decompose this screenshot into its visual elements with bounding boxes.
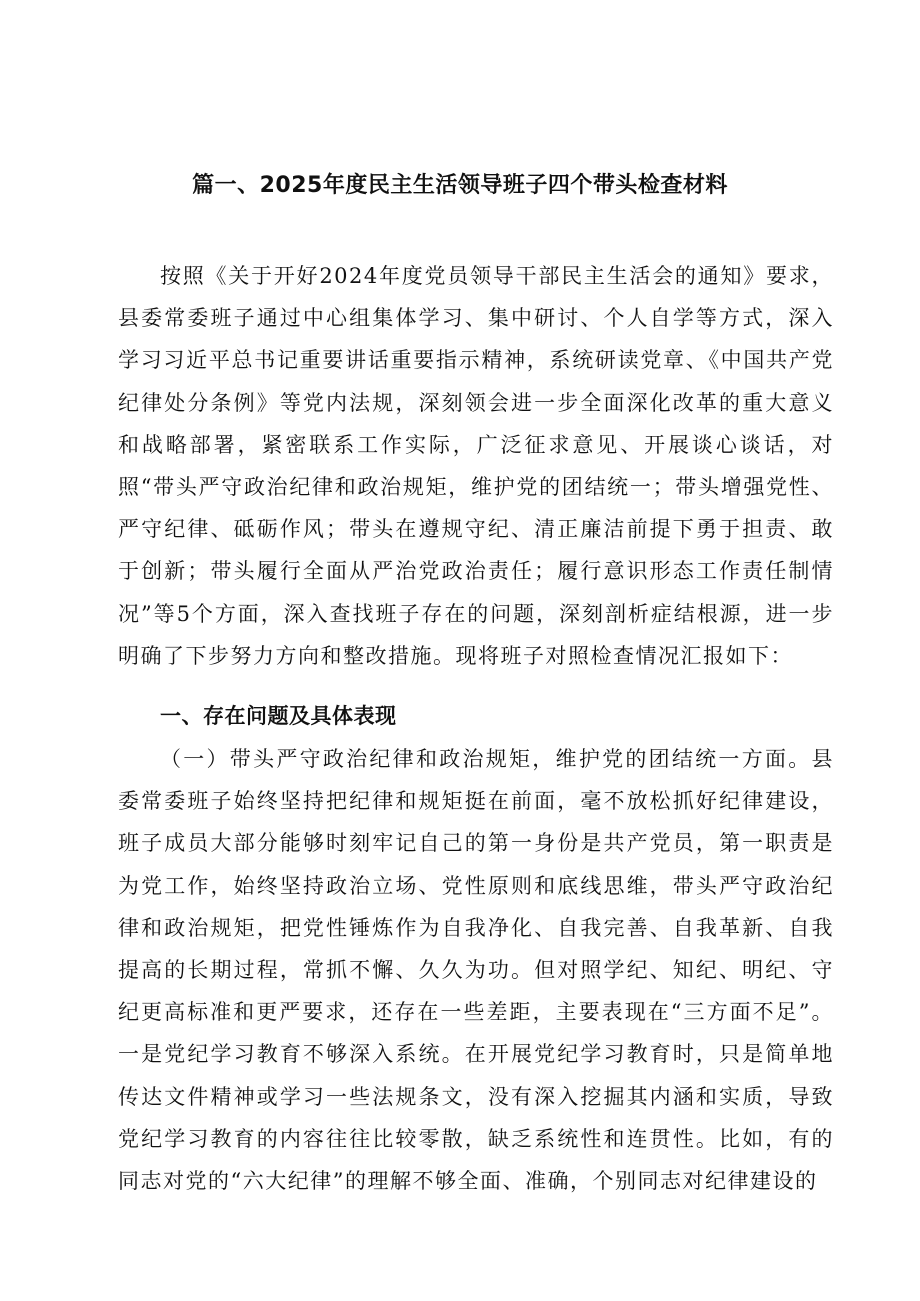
document-title: 篇一、2025年度民主生活领导班子四个带头检查材料 xyxy=(192,173,728,198)
intro-paragraph: 按照《关于开好2024年度党员领导干部民主生活会的通知》要求，县委常委班子通过中心组集体学习、集中研讨、个人自学等方式，深入学习习近平总书记重要讲话重要指示精神，系统研读党章、《中国共产党纪律处分条例》等党内法规，深刻领会进一步全面深化改革的重大意义和战略部署，紧密联系工作实际，广泛征求意见、开展谈心谈话，对照“带头严守政治纪律和政治规矩，维护党的团结统一；带头增强党性、严守纪律、砥砺作风；带头在遵规守纪、清正廉洁前提下勇于担责、敢于创新；带头履行全面从严治党政治责任；履行意识形态工作责任制情况”等5个方面，深入查找班子存在的问题，深刻剖析症结根源，进一步明确了下步努力方向和整改措施。现将班子对照检查情况汇报如下： xyxy=(118,264,834,668)
section-heading: 一、存在问题及具体表现 xyxy=(160,704,397,728)
item-1-paragraph: （一）带头严守政治纪律和政治规矩，维护党的团结统一方面。县委常委班子始终坚持把纪律和规矩挺在前面，毫不放松抓好纪律建设，班子成员大部分能够时刻牢记自己的第一身份是共产党员，第一职责是为党工作，始终坚持政治立场、党性原则和底线思维，带头严守政治纪律和政治规矩，把党性锤炼作为自我净化、自我完善、自我革新、自我提高的长期过程，常抓不懈、久久为功。但对照学纪、知纪、明纪、守纪更高标准和更严要求，还存在一些差距，主要表现在“三方面不足”。一是党纪学习教育不够深入系统。在开展党纪学习教育时，只是简单地传达文件精神或学习一些法规条文，没有深入挖掘其内涵和实质，导致党纪学习教育的内容往往比较零散，缺乏系统性和连贯性。比如，有的同志对党的“六大纪律”的理解不够全面、准确，个别同志对纪律建设的 xyxy=(118,747,834,1194)
